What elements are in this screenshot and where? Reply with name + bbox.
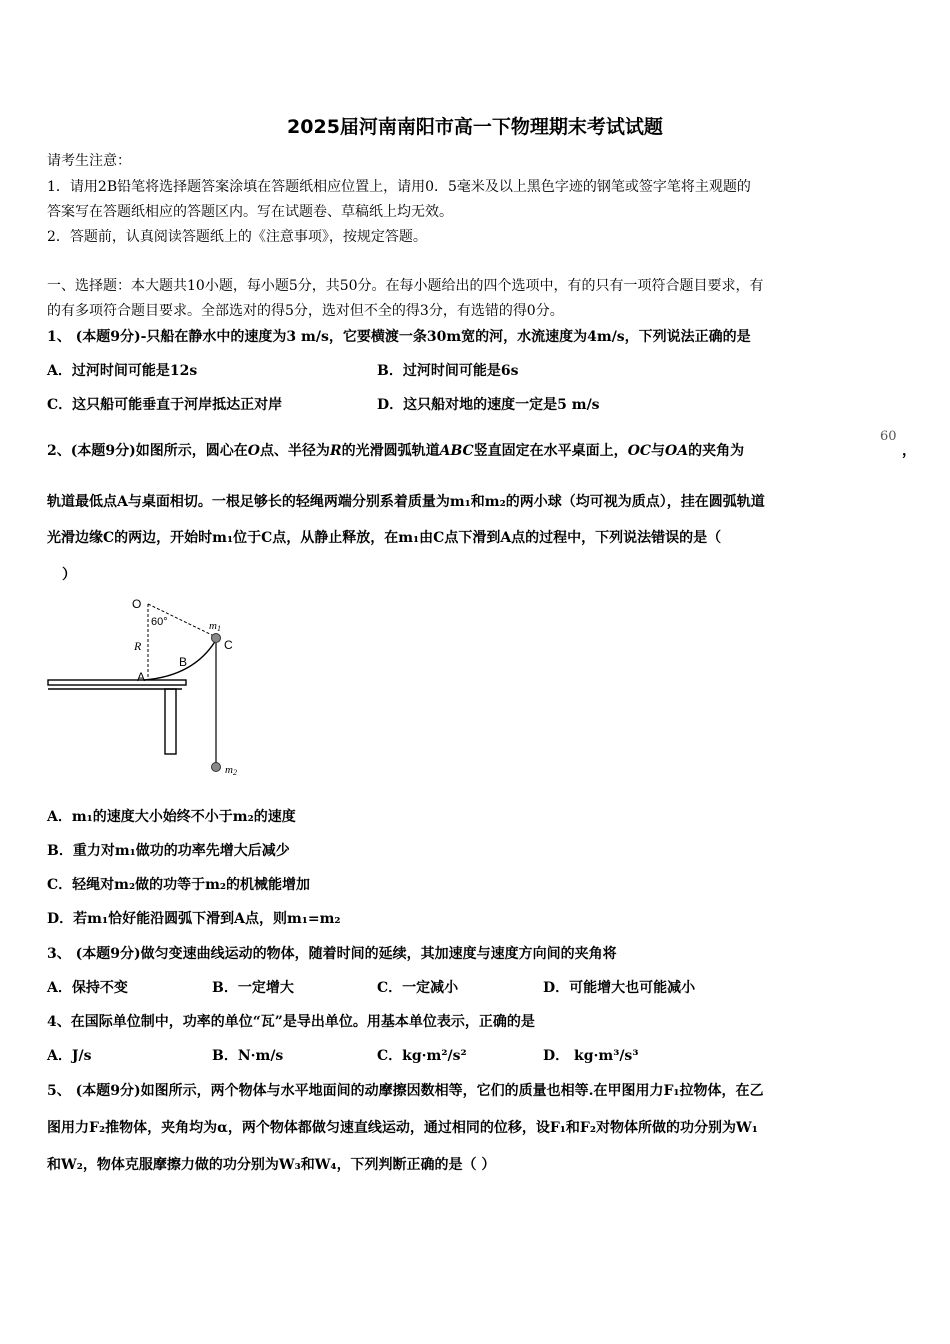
label-b: B	[179, 655, 188, 669]
q5-stem-line-1: 5、 (本题9分)如图所示，两个物体与水平地面间的动摩擦因数相等，它们的质量也相等.在甲图用力F₁拉物体，在乙	[47, 1083, 764, 1099]
label-o: O	[132, 597, 142, 611]
q2-option-b: B．重力对m₁做功的功率先增大后减少	[47, 843, 290, 859]
q2-var-abc: ABC	[439, 443, 474, 459]
q4-stem: 4、在国际单位制中，功率的单位“瓦”是导出单位。用基本单位表示，正确的是	[47, 1014, 535, 1030]
label-m2-sub: 2	[232, 768, 237, 777]
label-m2-letter: m	[225, 764, 233, 776]
notice-line-2: 答案写在答题纸相应的答题区内。写在试题卷、草稿纸上均无效。	[47, 204, 453, 220]
q2-stem-line-2: 轨道最低点A与桌面相切。一根足够长的轻绳两端分别系着质量为m₁和m₂的两小球（均可视为质点），挂在圆弧轨道	[47, 494, 765, 510]
q2-option-a: A．m₁的速度大小始终不小于m₂的速度	[47, 809, 296, 825]
q2-text: 的夹角为	[688, 443, 745, 459]
q2-stem-line-1	[47, 442, 744, 460]
angle-sixty-label: 60	[880, 429, 897, 444]
q1-option-c: C．这只船可能垂直于河岸抵达正对岸	[47, 397, 283, 413]
ball-m1	[212, 634, 221, 643]
q2-var-oc: OC	[627, 443, 652, 459]
q4-option-b: B．N·m/s	[212, 1048, 284, 1064]
label-m1-sub: 1	[216, 624, 221, 633]
q2-var-r: R	[329, 443, 342, 459]
q4-option-d: D． kg·m³/s³	[543, 1048, 639, 1064]
section-intro-1: 一、选择题：本大题共10小题，每小题5分，共50分。在每小题给出的四个选项中，有的只有一项符合题目要求，有	[47, 278, 764, 294]
notice-line-3: 2．答题前，认真阅读答题纸上的《注意事项》，按规定答题。	[47, 229, 427, 245]
q2-text: 竖直固定在水平桌面上，	[473, 443, 628, 459]
notice-line-1: 1．请用2B铅笔将选择题答案涂填在答题纸相应位置上，请用0．5毫米及以上黑色字迹的钢笔或签字笔将主观题的	[47, 179, 751, 195]
table-top	[48, 680, 186, 685]
q3-option-b: B．一定增大	[212, 980, 294, 996]
q2-text: 2、(本题9分)如图所示，圆心在	[47, 443, 248, 459]
q1-option-d: D．这只船对地的速度一定是5 m/s	[377, 397, 600, 413]
q2-text: 与	[651, 443, 666, 459]
label-60: 60°	[151, 616, 168, 628]
label-r: R	[134, 639, 142, 653]
page-title: 2025届河南南阳市高一下物理期末考试试题	[287, 116, 663, 138]
table-leg	[165, 689, 176, 754]
q2-text: 的光滑圆弧轨道	[341, 443, 440, 459]
q2-var-oa: OA	[665, 443, 689, 459]
section-intro-2: 的有多项符合题目要求。全部选对的得5分，选对但不全的得3分，有选错的得0分。	[47, 303, 564, 319]
q2-figure	[44, 592, 254, 782]
q2-text: 点、半径为	[259, 443, 330, 459]
q4-option-c: C．kg·m²/s²	[377, 1048, 467, 1064]
q3-option-c: C．一定减小	[377, 980, 459, 996]
q4-option-a: A．J/s	[47, 1048, 92, 1064]
label-m1	[209, 620, 221, 633]
q3-option-d: D．可能增大也可能减小	[543, 980, 696, 996]
q1-stem: 1、 (本题9分)-只船在静水中的速度为3 m/s，它要横渡一条30m宽的河，水流速度为4m/s，下列说法正确的是	[47, 329, 751, 345]
q2-stem-line-3: 光滑边缘C的两边，开始时m₁位于C点，从静止释放，在m₁由C点下滑到A点的过程中，下列说法错误的是（	[47, 530, 722, 546]
label-a: A	[137, 670, 146, 684]
notice-heading: 请考生注意：	[47, 153, 131, 169]
q5-stem-line-2: 图用力F₂推物体，夹角均为α，两个物体都做匀速直线运动，通过相同的位移，设F₁和F₂对物体所做的功分别为W₁	[47, 1120, 758, 1136]
q2-option-c: C．轻绳对m₂做的功等于m₂的机械能增加	[47, 877, 311, 893]
q2-comma: ，	[902, 443, 916, 459]
q1-option-a: A．过河时间可能是12s	[47, 363, 198, 379]
q2-stem-line-4: ）	[62, 567, 76, 583]
label-c: C	[224, 638, 233, 652]
q3-stem: 3、 (本题9分)做匀变速曲线运动的物体，随着时间的延续，其加速度与速度方向间的夹角将	[47, 946, 617, 962]
q2-option-d: D．若m₁恰好能沿圆弧下滑到A点，则m₁=m₂	[47, 911, 341, 927]
q2-var-o: O	[247, 443, 260, 459]
q1-option-b: B．过河时间可能是6s	[377, 363, 519, 379]
label-m2	[225, 764, 237, 777]
label-m1-letter: m	[209, 620, 217, 632]
ball-m2	[212, 763, 221, 772]
q3-option-a: A．保持不变	[47, 980, 128, 996]
q5-stem-line-3: 和W₂，物体克服摩擦力做的功分别为W₃和W₄，下列判断正确的是（ ）	[47, 1157, 496, 1173]
